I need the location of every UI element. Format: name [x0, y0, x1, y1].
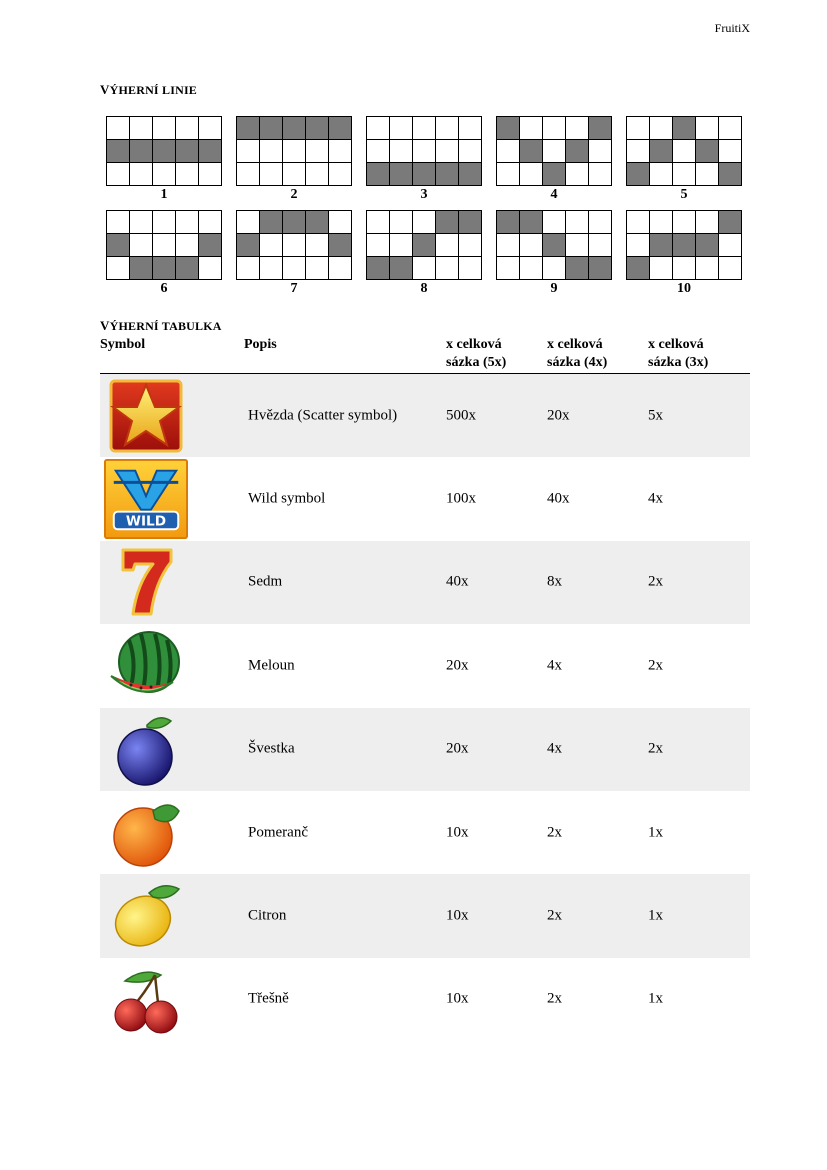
payline-cell	[459, 140, 482, 163]
payline-number: 4	[550, 187, 558, 202]
payline-cell	[237, 257, 260, 280]
payline-cell	[627, 117, 650, 140]
payline-cell	[176, 257, 199, 280]
col-symbol: Symbol	[100, 337, 146, 352]
payline-cell	[719, 257, 742, 280]
payline-cell	[107, 163, 130, 186]
payline-cell	[306, 257, 329, 280]
payline-cell	[130, 211, 153, 234]
payline-cell	[436, 140, 459, 163]
payline-cell	[107, 234, 130, 257]
payline-cell	[627, 211, 650, 234]
payline-cell	[260, 257, 283, 280]
payline-cell	[413, 257, 436, 280]
payline-cell	[283, 117, 306, 140]
row-pay5: 100x	[446, 490, 476, 507]
payline-cell	[199, 140, 222, 163]
row-pay4: 40x	[547, 490, 570, 507]
payline-cell	[283, 140, 306, 163]
payline-cell	[497, 257, 520, 280]
payline-cell	[130, 163, 153, 186]
payline-cell	[153, 140, 176, 163]
row-pay3: 5x	[648, 407, 663, 424]
col-description: Popis	[244, 337, 277, 352]
payline-cell	[589, 257, 612, 280]
table-row	[100, 958, 750, 1041]
row-pay5: 10x	[446, 907, 469, 924]
payline-cell	[367, 163, 390, 186]
payline-cell	[696, 117, 719, 140]
payline-cell	[459, 234, 482, 257]
row-pay3: 2x	[648, 573, 663, 590]
payline-cell	[436, 257, 459, 280]
payline-cell	[176, 163, 199, 186]
payline-cell	[390, 117, 413, 140]
payline-8	[366, 210, 482, 298]
payline-cell	[520, 257, 543, 280]
payline-cell	[283, 211, 306, 234]
payline-number: 10	[677, 281, 691, 296]
row-description: Citron	[248, 907, 287, 924]
payline-cell	[436, 117, 459, 140]
payline-cell	[306, 234, 329, 257]
payline-1	[106, 116, 222, 204]
payline-cell	[696, 257, 719, 280]
payline-cell	[543, 211, 566, 234]
row-pay3: 1x	[648, 990, 663, 1007]
payline-cell	[566, 117, 589, 140]
payline-cell	[367, 257, 390, 280]
table-row	[100, 791, 750, 874]
row-description: Hvězda (Scatter symbol)	[248, 407, 398, 424]
payline-2	[236, 116, 352, 204]
payline-cell	[153, 117, 176, 140]
payline-cell	[260, 211, 283, 234]
payline-cell	[237, 211, 260, 234]
payline-cell	[107, 117, 130, 140]
row-pay4: 2x	[547, 824, 562, 841]
payline-cell	[237, 234, 260, 257]
payline-cell	[543, 117, 566, 140]
payline-cell	[459, 117, 482, 140]
brand-name: FruitiX	[714, 21, 750, 35]
payline-9	[496, 210, 612, 298]
row-pay4: 2x	[547, 990, 562, 1007]
payline-cell	[673, 257, 696, 280]
payline-cell	[543, 140, 566, 163]
payline-cell	[153, 163, 176, 186]
row-description: Třešně	[248, 990, 289, 1007]
payline-number: 3	[420, 187, 428, 202]
payline-cell	[329, 117, 352, 140]
payline-cell	[650, 117, 673, 140]
row-pay4: 4x	[547, 740, 562, 757]
payline-cell	[130, 257, 153, 280]
payline-cell	[520, 234, 543, 257]
wild-icon	[104, 461, 188, 537]
table-row	[100, 874, 750, 957]
payline-cell	[367, 234, 390, 257]
payline-cell	[650, 234, 673, 257]
payline-cell	[719, 234, 742, 257]
payline-cell	[673, 211, 696, 234]
row-pay3: 2x	[648, 657, 663, 674]
payline-cell	[199, 163, 222, 186]
paylines-row	[106, 210, 742, 298]
payline-5	[626, 116, 742, 204]
row-pay4: 20x	[547, 407, 570, 424]
payline-cell	[696, 140, 719, 163]
table-row	[100, 457, 750, 540]
payline-cell	[329, 234, 352, 257]
payline-cell	[459, 211, 482, 234]
payline-cell	[107, 257, 130, 280]
payline-cell	[390, 163, 413, 186]
payline-cell	[497, 163, 520, 186]
payline-cell	[543, 257, 566, 280]
row-pay4: 8x	[547, 573, 562, 590]
payline-cell	[673, 163, 696, 186]
payline-cell	[176, 140, 199, 163]
payline-cell	[237, 163, 260, 186]
payline-cell	[543, 163, 566, 186]
payline-cell	[306, 117, 329, 140]
payline-cell	[436, 163, 459, 186]
payline-cell	[260, 117, 283, 140]
payline-cell	[413, 163, 436, 186]
payline-cell	[107, 211, 130, 234]
payline-cell	[719, 140, 742, 163]
payline-cell	[329, 211, 352, 234]
payline-cell	[176, 117, 199, 140]
payline-grid	[106, 210, 222, 280]
payline-number: 2	[290, 187, 298, 202]
payline-cell	[130, 140, 153, 163]
watermelon-icon	[104, 628, 188, 704]
payline-cell	[260, 140, 283, 163]
payline-number: 8	[420, 281, 428, 296]
payline-cell	[566, 234, 589, 257]
payline-cell	[199, 117, 222, 140]
table-row	[100, 624, 750, 707]
paytable-body	[100, 374, 750, 1041]
payline-grid	[236, 210, 352, 280]
payline-cell	[589, 234, 612, 257]
payline-cell	[413, 140, 436, 163]
payline-cell	[459, 163, 482, 186]
star-scatter-icon	[104, 378, 188, 454]
payline-cell	[283, 163, 306, 186]
payline-cell	[390, 140, 413, 163]
payline-cell	[589, 140, 612, 163]
payline-cell	[413, 234, 436, 257]
payline-cell	[436, 211, 459, 234]
payline-number: 1	[160, 187, 168, 202]
payline-cell	[627, 234, 650, 257]
payline-grid	[626, 116, 742, 186]
payline-cell	[176, 234, 199, 257]
payline-cell	[390, 257, 413, 280]
payline-grid	[626, 210, 742, 280]
payline-cell	[413, 117, 436, 140]
row-pay5: 500x	[446, 407, 476, 424]
row-pay4: 2x	[547, 907, 562, 924]
row-pay5: 40x	[446, 573, 469, 590]
row-pay5: 10x	[446, 824, 469, 841]
row-pay3: 4x	[648, 490, 663, 507]
row-description: Švestka	[248, 740, 295, 757]
payline-cell	[153, 234, 176, 257]
payline-cell	[199, 257, 222, 280]
payline-grid	[236, 116, 352, 186]
payline-cell	[306, 163, 329, 186]
row-pay5: 20x	[446, 740, 469, 757]
row-pay3: 1x	[648, 907, 663, 924]
payline-cell	[329, 140, 352, 163]
payline-grid	[366, 210, 482, 280]
payline-cell	[130, 117, 153, 140]
payline-cell	[719, 163, 742, 186]
payline-cell	[390, 211, 413, 234]
payline-cell	[329, 163, 352, 186]
payline-7	[236, 210, 352, 298]
payline-cell	[627, 257, 650, 280]
payline-number: 5	[680, 187, 688, 202]
col-pay3: x celková sázka (3x)	[648, 337, 709, 370]
payline-number: 7	[290, 281, 298, 296]
payline-cell	[497, 234, 520, 257]
payline-10	[626, 210, 742, 298]
payline-grid	[496, 116, 612, 186]
paytable-header	[100, 336, 750, 374]
payline-cell	[153, 211, 176, 234]
payline-cell	[520, 117, 543, 140]
row-pay5: 20x	[446, 657, 469, 674]
payline-cell	[650, 163, 673, 186]
payline-cell	[650, 257, 673, 280]
col-pay4: x celková sázka (4x)	[547, 337, 608, 370]
payline-cell	[237, 117, 260, 140]
payline-cell	[306, 140, 329, 163]
payline-cell	[696, 234, 719, 257]
cherry-icon	[104, 962, 188, 1038]
payline-cell	[367, 117, 390, 140]
payline-cell	[130, 234, 153, 257]
payline-cell	[497, 117, 520, 140]
payline-cell	[199, 234, 222, 257]
payline-cell	[650, 140, 673, 163]
row-pay3: 1x	[648, 824, 663, 841]
payline-cell	[520, 140, 543, 163]
table-row	[100, 708, 750, 791]
payline-cell	[390, 234, 413, 257]
payline-cell	[566, 140, 589, 163]
row-description: Pomeranč	[248, 824, 308, 841]
paylines-grid	[106, 116, 746, 304]
payline-grid	[366, 116, 482, 186]
payline-cell	[589, 211, 612, 234]
row-description: Meloun	[248, 657, 295, 674]
payline-cell	[367, 140, 390, 163]
seven-icon	[104, 545, 188, 621]
payline-cell	[719, 211, 742, 234]
col-pay5: x celková sázka (5x)	[446, 337, 507, 370]
payline-cell	[696, 163, 719, 186]
payline-cell	[627, 140, 650, 163]
table-row	[100, 541, 750, 624]
payline-3	[366, 116, 482, 204]
payline-cell	[627, 163, 650, 186]
payline-cell	[566, 211, 589, 234]
payline-number: 6	[160, 281, 168, 296]
paytable-title: VÝHERNÍ TABULKA	[100, 318, 222, 333]
payline-cell	[696, 211, 719, 234]
payline-4	[496, 116, 612, 204]
payline-cell	[520, 163, 543, 186]
row-description: Sedm	[248, 573, 283, 590]
paylines-row	[106, 116, 742, 204]
paylines-title: VÝHERNÍ LINIE	[100, 82, 198, 97]
payline-number: 9	[550, 281, 558, 296]
payline-cell	[673, 140, 696, 163]
payline-cell	[650, 211, 673, 234]
payline-cell	[153, 257, 176, 280]
payline-cell	[329, 257, 352, 280]
payline-cell	[566, 257, 589, 280]
orange-icon	[104, 795, 188, 871]
payline-cell	[566, 163, 589, 186]
table-row	[100, 374, 750, 457]
payline-cell	[367, 211, 390, 234]
payline-cell	[107, 140, 130, 163]
payline-cell	[176, 211, 199, 234]
payline-cell	[436, 234, 459, 257]
payline-cell	[283, 257, 306, 280]
payline-cell	[260, 234, 283, 257]
row-pay4: 4x	[547, 657, 562, 674]
payline-cell	[673, 234, 696, 257]
payline-cell	[199, 211, 222, 234]
row-pay5: 10x	[446, 990, 469, 1007]
payline-cell	[237, 140, 260, 163]
svg-text:WILD: WILD	[125, 513, 167, 530]
payline-cell	[589, 117, 612, 140]
payline-cell	[673, 117, 696, 140]
row-pay3: 2x	[648, 740, 663, 757]
payline-cell	[260, 163, 283, 186]
row-description: Wild symbol	[248, 490, 326, 507]
payline-cell	[413, 211, 436, 234]
lemon-icon	[104, 878, 188, 954]
payline-grid	[106, 116, 222, 186]
payline-cell	[497, 211, 520, 234]
plum-icon	[104, 712, 188, 788]
payline-cell	[459, 257, 482, 280]
payline-cell	[497, 140, 520, 163]
payline-cell	[283, 234, 306, 257]
payline-cell	[543, 234, 566, 257]
payline-cell	[306, 211, 329, 234]
payline-cell	[520, 211, 543, 234]
payline-cell	[589, 163, 612, 186]
payline-6	[106, 210, 222, 298]
payline-cell	[719, 117, 742, 140]
payline-grid	[496, 210, 612, 280]
